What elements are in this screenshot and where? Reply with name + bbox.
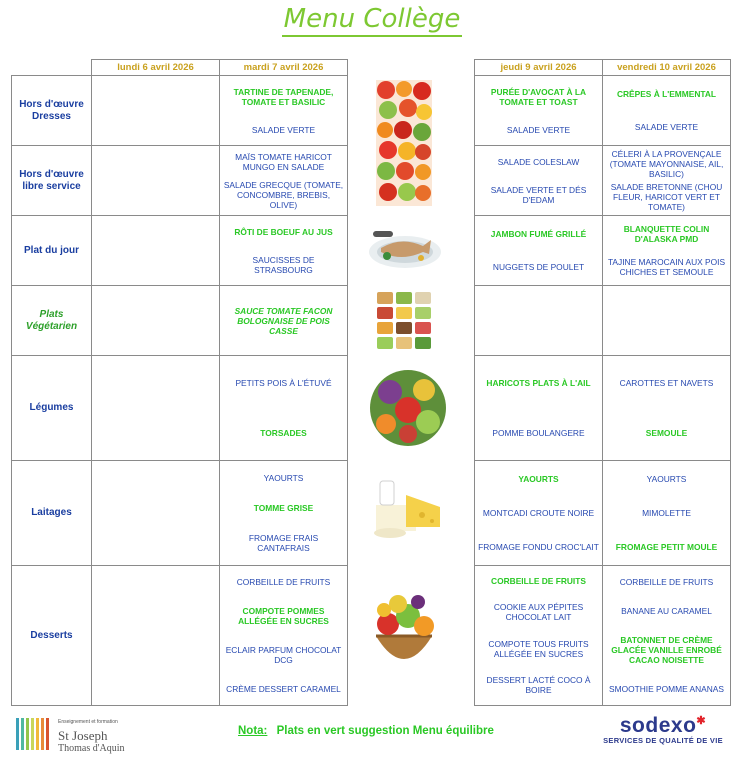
menu-cell [603, 76, 731, 146]
menu-cell [603, 146, 731, 216]
menu-item: FROMAGE PETIT MOULE [615, 541, 718, 552]
menu-item: SALADE VERTE [251, 124, 316, 135]
menu-row [475, 76, 731, 146]
menu-item: COOKIE AUX PÉPITES CHOCOLAT LAIT [493, 602, 584, 623]
menu-cell [475, 566, 603, 706]
menu-cell-items [606, 218, 727, 284]
menu-cell [475, 286, 603, 356]
menu-cell-items [478, 358, 599, 459]
menu-cell-items [606, 463, 727, 564]
nota-note [238, 725, 494, 737]
header-corner [12, 60, 92, 76]
day-header-1: mardi 7 avril 2026 [220, 60, 348, 76]
menu-cell [603, 216, 731, 286]
menu-cell-items [478, 148, 599, 214]
row-label: Plats Végétarien [12, 286, 92, 356]
menu-cell-items [95, 568, 216, 704]
day-header-0: lundi 6 avril 2026 [92, 60, 220, 76]
menu-item: SEMOULE [645, 428, 688, 439]
menu-item: JAMBON FUMÉ GRILLÉ [490, 229, 587, 239]
nota-text: Plats en vert suggestion Menu équilibre [276, 725, 494, 737]
menu-item: RÔTI DE BOEUF AU JUS [234, 226, 333, 237]
menu-row [12, 566, 348, 706]
menu-item: SAUCISSES DE STRASBOURG [252, 254, 315, 275]
menu-cell-items [223, 358, 344, 459]
menu-cell [220, 356, 348, 461]
menu-row [475, 146, 731, 216]
menu-cell [220, 216, 348, 286]
menu-cell-items [223, 148, 344, 214]
menu-cell-items [223, 463, 344, 564]
menu-cell [475, 146, 603, 216]
menu-cell-items [95, 463, 216, 564]
menu-item: BANANE AU CARAMEL [621, 606, 712, 616]
row-label: Légumes [12, 356, 92, 461]
menu-cell-items [95, 288, 216, 354]
menu-item: TAJINE MAROCAIN AUX POIS CHICHES ET SEMOULE [607, 257, 726, 277]
menu-cell-items [606, 148, 727, 214]
menu-cell [603, 286, 731, 356]
menu-item: NUGGETS DE POULET [492, 262, 585, 272]
menu-cell-items [606, 78, 727, 144]
menu-item: MIMOLETTE [642, 507, 691, 518]
menu-row [475, 356, 731, 461]
sodexo-logo [588, 714, 738, 758]
menu-cell [220, 461, 348, 566]
menu-item: ECLAIR PARFUM CHOCOLAT DCG [225, 645, 342, 665]
menu-cell [92, 566, 220, 706]
menu-item: MONTCADI CROUTE NOIRE [482, 507, 595, 518]
school-logo [14, 714, 144, 754]
menu-cell [220, 286, 348, 356]
menu-cell-items [478, 463, 599, 564]
fruit-basket-photo [370, 590, 438, 676]
menu-cell-items [478, 288, 599, 354]
menu-table-right [474, 59, 731, 706]
menu-item: CORBEILLE DE FRUITS [619, 577, 714, 587]
menu-cell [603, 566, 731, 706]
menu-cell [603, 461, 731, 566]
menu-item: CAROTTES ET NAVETS [619, 377, 714, 388]
menu-cell [92, 461, 220, 566]
menu-row [12, 286, 348, 356]
day-header-3: vendredi 10 avril 2026 [603, 60, 731, 76]
menu-row [12, 146, 348, 216]
cheese-photo [370, 475, 442, 541]
logo-left-line2: St Joseph [58, 728, 108, 743]
menu-item: TARTINE DE TAPENADE, TOMATE ET BASILIC [233, 86, 334, 107]
menu-cell-items [95, 218, 216, 284]
menu-row [12, 76, 348, 146]
menu-item: SALADE GRECQUE (TOMATE, CONCOMBRE, BREBIS, OLIVE) [223, 179, 344, 210]
menu-cell-items [95, 358, 216, 459]
menu-item: SALADE VERTE [634, 122, 699, 132]
menu-cell [475, 76, 603, 146]
menu-row [12, 461, 348, 566]
vegetarian-dishes-photo [375, 290, 433, 352]
menu-row [475, 566, 731, 706]
menu-cell [603, 356, 731, 461]
menu-item: FROMAGE FONDU CROC'LAIT [478, 541, 599, 552]
menu-item: YAOURTS [646, 474, 687, 485]
menu-item: CORBEILLE DE FRUITS [236, 577, 331, 587]
logo-left-line1: Enseignement et formation [58, 719, 118, 725]
row-label: Laitages [12, 461, 92, 566]
menu-cell [220, 76, 348, 146]
menu-cell [475, 461, 603, 566]
sodexo-brand [588, 714, 738, 738]
menu-item: YAOURTS [518, 474, 559, 485]
menu-cell [92, 76, 220, 146]
menu-item: BATONNET DE CRÈME GLACÉE VANILLE ENROBÉ CACAO NOISETTE [611, 635, 722, 665]
menu-item: PURÉE D'AVOCAT À LA TOMATE ET TOAST [490, 86, 587, 107]
menu-cell [220, 146, 348, 216]
menu-row [475, 461, 731, 566]
menu-item: PETITS POIS À L'ÉTUVÉ [235, 377, 332, 388]
menu-item: POMME BOULANGERE [492, 428, 585, 439]
menu-item: CRÊPES À L'EMMENTAL [616, 89, 717, 99]
menu-item: COMPOTE TOUS FRUITS ALLÉGÉE EN SUCRES [488, 638, 589, 659]
row-label: Hors d'œuvre Dresses [12, 76, 92, 146]
menu-cell-items [478, 218, 599, 284]
menu-cell [475, 216, 603, 286]
sodexo-wordmark: sodexo [619, 714, 697, 737]
menu-cell-items [95, 78, 216, 144]
menu-item: SALADE BRETONNE (CHOU FLEUR, HARICOT VERT ET TOMATE) [610, 182, 723, 212]
row-label: Desserts [12, 566, 92, 706]
menu-cell-items [606, 358, 727, 459]
menu-cell [92, 286, 220, 356]
menu-item: YAOURTS [263, 472, 304, 483]
menu-item: FROMAGE FRAIS CANTAFRAIS [248, 533, 319, 554]
menu-cell [475, 356, 603, 461]
menu-cell-items [223, 78, 344, 144]
menu-item: SALADE VERTE ET DÉS D'EDAM [490, 184, 587, 205]
menu-cell-items [223, 288, 344, 354]
menu-row [475, 286, 731, 356]
sodexo-tagline: SERVICES DE QUALITÉ DE VIE [603, 736, 723, 745]
menu-item: COMPOTE POMMES ALLÉGÉE EN SUCRES [238, 606, 329, 626]
menu-item: TORSADES [260, 428, 307, 439]
nota-label: Nota: [238, 725, 268, 737]
row-label: Plat du jour [12, 216, 92, 286]
menu-cell [92, 216, 220, 286]
menu-cell-items [95, 148, 216, 214]
menu-row [12, 216, 348, 286]
menu-item: SAUCE TOMATE FACON BOLOGNAISE DE POIS CASSE [234, 305, 333, 336]
menu-row [475, 216, 731, 286]
menu-cell-items [478, 78, 599, 144]
vegetable-assortment-photo [368, 368, 448, 448]
menu-item: SMOOTHIE POMME ANANAS [609, 684, 724, 694]
menu-item: SALADE VERTE [506, 124, 571, 135]
school-logo-mark [14, 714, 144, 754]
menu-item: DESSERT LACTÉ COCO À BOIRE [486, 675, 591, 696]
menu-cell [220, 566, 348, 706]
row-label: Hors d'œuvre libre service [12, 146, 92, 216]
menu-cell-items [223, 218, 344, 284]
vegetables-photo [376, 80, 432, 206]
menu-item: BLANQUETTE COLIN D'ALASKA PMD [623, 224, 710, 244]
menu-item: CÉLERI À LA PROVENÇALE (TOMATE MAYONNAISE, AIL, BASILIC) [609, 149, 724, 179]
logo-left-line3: Thomas d'Aquin [58, 743, 125, 754]
menu-table-left [11, 59, 348, 706]
menu-row [12, 356, 348, 461]
menu-cell [92, 146, 220, 216]
fish-dish-photo [365, 226, 443, 272]
menu-item: TOMME GRISE [253, 502, 314, 513]
menu-cell-items [478, 568, 599, 704]
menu-item: CRÈME DESSERT CARAMEL [226, 684, 341, 694]
page-title-wrap [0, 4, 744, 34]
star-icon: ✱ [696, 715, 707, 727]
menu-item: CORBEILLE DE FRUITS [491, 575, 586, 586]
page-title: Menu Collège [282, 4, 463, 37]
menu-cell-items [606, 568, 727, 704]
menu-item: SALADE COLESLAW [497, 156, 580, 167]
menu-cell-items [606, 288, 727, 354]
menu-cell-items [223, 568, 344, 704]
menu-item: MAÏS TOMATE HARICOT MUNGO EN SALADE [235, 151, 332, 172]
menu-item: HARICOTS PLATS À L'AIL [486, 377, 591, 388]
day-header-2: jeudi 9 avril 2026 [475, 60, 603, 76]
menu-cell [92, 356, 220, 461]
